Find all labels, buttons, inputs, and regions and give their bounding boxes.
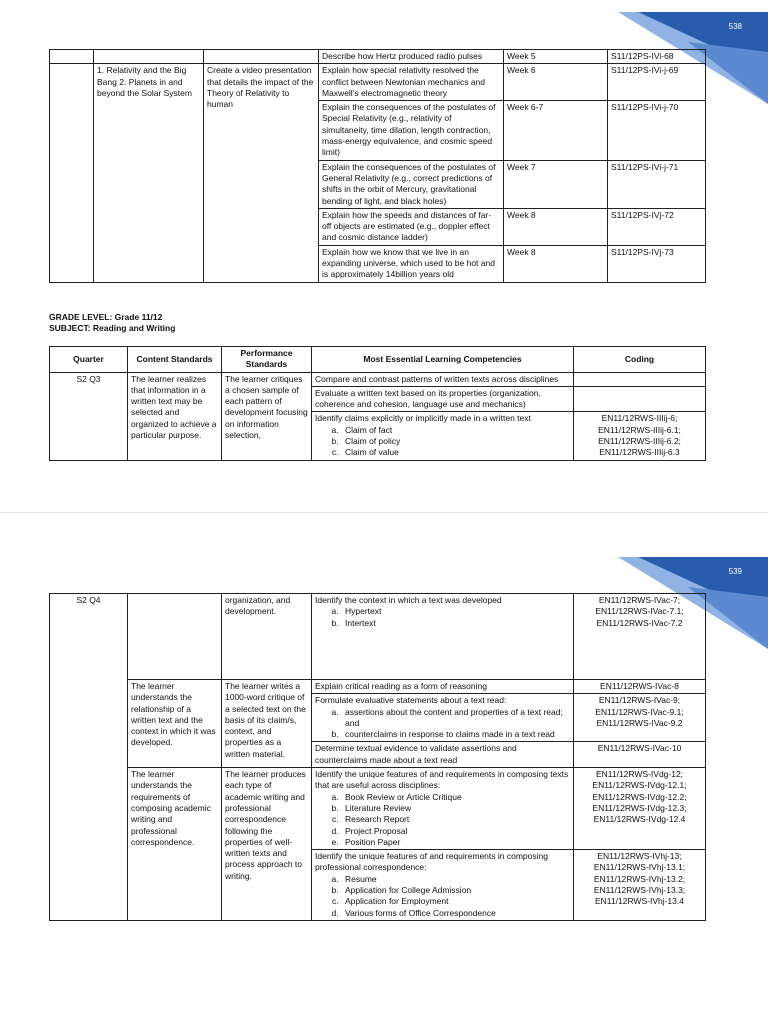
code-line: EN11/12RWS-IVac-7; xyxy=(598,595,681,605)
list-item: c. Claim of value xyxy=(341,447,570,458)
code-line: EN11/12RWS-IIIij-6.3 xyxy=(599,447,680,458)
code-cell: S11/12PS-IVi-68 xyxy=(608,50,706,64)
mlc-cell: Evaluate a written text based on its properties (organization, coherence and cohesion, language use and mechanics) xyxy=(312,386,574,412)
code-cell xyxy=(574,386,706,412)
content-cell: The learner understands the relationship of a written text and the context in which it was developed. xyxy=(128,680,222,768)
mlc-cell xyxy=(312,594,574,680)
content-cell: The learner understands the requirements of composing academic writing and professional correspondence. xyxy=(128,768,222,921)
content-cell: The learner realizes that information in a written text may be selected and organized to achieve a particular purpose. xyxy=(128,372,222,460)
mlc-cell: Explain how we know that we live in an expanding universe, which used to be hot and is approximately 14billion years old xyxy=(319,245,504,282)
code-line: EN11/12RWS-IVdg-12.3; xyxy=(592,802,687,813)
list-item: a. Hypertext xyxy=(341,606,570,617)
mlc-intro: Formulate evaluative statements about a text read: xyxy=(315,695,507,706)
list-item: d. Project Proposal xyxy=(341,826,570,837)
performance-cell: The learner produces each type of academic writing and professional correspondence following the properties of well-written texts and process approach to writing. xyxy=(222,768,312,921)
page-539 xyxy=(0,512,768,1025)
code-line: EN11/12RWS-IVhj-13.1; xyxy=(593,862,686,873)
mlc-cell xyxy=(312,850,574,921)
grade-level-heading: GRADE LEVEL: Grade 11/12 xyxy=(49,312,163,322)
mlc-cell: Explain how the speeds and distances of far-off objects are estimated (e.g., doppler effect and cosmic distance ladder) xyxy=(319,208,504,245)
reading-writing-table-q3 xyxy=(49,346,706,461)
week-cell: Week 6 xyxy=(504,64,608,101)
mlc-cell: Describe how Hertz produced radio pulses xyxy=(319,50,504,64)
table-row xyxy=(50,680,706,694)
quarter-cell xyxy=(50,50,94,64)
code-line: EN11/12RWS-IVdg-12.1; xyxy=(592,780,687,791)
list-item: a. Claim of fact xyxy=(341,425,570,436)
week-cell: Week 6-7 xyxy=(504,101,608,160)
list-item: a. Resume xyxy=(341,874,570,885)
code-cell: S11/12PS-IVj-73 xyxy=(608,245,706,282)
reading-writing-table-q4 xyxy=(49,593,706,921)
mlc-intro: Identify the unique features of and requirements in composing texts that are useful across disciplines: xyxy=(315,769,569,791)
context-list xyxy=(315,606,570,629)
code-line: EN11/12RWS-IIIij-6.2; xyxy=(598,436,681,447)
list-item: a. assertions about the content and properties of a text read; and xyxy=(341,707,570,730)
code-cell: S11/12PS-IVj-72 xyxy=(608,208,706,245)
quarter-cell: S2 Q4 xyxy=(50,594,128,921)
code-line: EN11/12RWS-IVac-9.2 xyxy=(596,717,683,728)
mlc-cell: Explain how special relativity resolved the conflict between Newtonian mechanics and Maxwell’s electromagnetic theory xyxy=(319,64,504,101)
mlc-cell: Explain the consequences of the postulates of General Relativity (e.g., correct predictions of shifts in the orbit of Mercury, gravitational bending of light, and black holes) xyxy=(319,160,504,208)
quarter-cell xyxy=(50,64,94,282)
code-cell xyxy=(574,850,706,921)
header-performance-standards: Performance Standards xyxy=(222,347,312,373)
code-cell xyxy=(574,694,706,742)
list-item: c. Application for Employment xyxy=(341,896,570,907)
code-cell: S11/12PS-IVi-j-71 xyxy=(608,160,706,208)
content-cell: 1. Relativity and the Big Bang 2. Planets in and beyond the Solar System xyxy=(94,64,204,282)
evaluative-list xyxy=(315,707,570,741)
mlc-cell: Explain critical reading as a form of reasoning xyxy=(312,680,574,694)
table-header-row xyxy=(50,347,706,373)
table-row xyxy=(50,372,706,386)
list-item: b. Application for College Admission xyxy=(341,885,570,896)
code-line: EN11/12RWS-IVhj-13; xyxy=(597,851,682,862)
header-mlc: Most Essential Learning Competencies xyxy=(312,347,574,373)
table-row xyxy=(50,64,706,101)
mlc-intro: Identify the unique features of and requirements in composing professional correspondence: xyxy=(315,851,548,873)
header-coding: Coding xyxy=(574,347,706,373)
code-line: EN11/12RWS-IVac-7.1; xyxy=(595,606,684,617)
performance-cell: The learner critiques a chosen sample of each pattern of development focusing on information selection, xyxy=(222,372,312,460)
list-item: b. counterclaims in response to claims made in a text read xyxy=(341,729,570,740)
header-quarter: Quarter xyxy=(50,347,128,373)
professional-correspondence-list xyxy=(315,874,570,919)
code-line: EN11/12RWS-IVhj-13.4 xyxy=(595,896,684,907)
mlc-intro: Identify claims explicitly or implicitly made in a written text xyxy=(315,413,531,424)
physics-table xyxy=(49,49,706,283)
mlc-cell: Compare and contrast patterns of written texts across disciplines xyxy=(312,372,574,386)
mlc-cell xyxy=(312,768,574,850)
table-row xyxy=(50,50,706,64)
mlc-cell: Explain the consequences of the postulates of Special Relativity (e.g., relativity of simultaneity, time dilation, length contraction, mass-energy equivalence, and cosmic speed limit) xyxy=(319,101,504,160)
subject-heading: SUBJECT: Reading and Writing xyxy=(49,323,176,333)
code-cell: S11/12PS-IVi-j-70 xyxy=(608,101,706,160)
code-line: EN11/12RWS-IVhj-13.2; xyxy=(593,873,686,884)
performance-cell: Create a video presentation that details the impact of the Theory of Relativity to human xyxy=(204,64,319,282)
mlc-cell xyxy=(312,412,574,460)
table-row xyxy=(50,768,706,850)
performance-cell xyxy=(204,50,319,64)
page-538 xyxy=(0,0,768,512)
list-item: e. Position Paper xyxy=(341,837,570,848)
list-item: a. Book Review or Article Critique xyxy=(341,792,570,803)
code-cell: S11/12PS-IVi-j-69 xyxy=(608,64,706,101)
content-cell xyxy=(128,594,222,680)
code-cell xyxy=(574,594,706,680)
table-row xyxy=(50,594,706,680)
page-number: 539 xyxy=(728,567,742,576)
code-cell xyxy=(574,412,706,460)
mlc-intro: Identify the context in which a text was developed xyxy=(315,595,502,605)
page-number: 538 xyxy=(728,22,742,31)
week-cell: Week 7 xyxy=(504,160,608,208)
code-cell xyxy=(574,372,706,386)
code-line: EN11/12RWS-IVac-7.2 xyxy=(596,617,683,628)
quarter-cell: S2 Q3 xyxy=(50,372,128,460)
code-line: EN11/12RWS-IVdg-12; xyxy=(595,769,684,780)
performance-cell: The learner writes a 1000-word critique of a selected text on the basis of its claim/s, context, and properties as a written material. xyxy=(222,680,312,768)
academic-writing-list xyxy=(315,792,570,848)
code-line: EN11/12RWS-IVac-9; xyxy=(598,695,681,706)
code-cell: EN11/12RWS-IVac-10 xyxy=(574,742,706,768)
week-cell: Week 8 xyxy=(504,245,608,282)
header-content-standards: Content Standards xyxy=(128,347,222,373)
content-cell xyxy=(94,50,204,64)
code-cell xyxy=(574,768,706,850)
code-line: EN11/12RWS-IVhj-13.3; xyxy=(593,885,686,896)
mlc-cell: Determine textual evidence to validate assertions and counterclaims made about a text read xyxy=(312,742,574,768)
list-item: d. Various forms of Office Correspondence xyxy=(341,908,570,919)
code-line: EN11/12RWS-IIIij-6; xyxy=(601,413,678,424)
code-cell: EN11/12RWS-IVac-8 xyxy=(574,680,706,694)
week-cell: Week 8 xyxy=(504,208,608,245)
code-line: EN11/12RWS-IVdg-12.2; xyxy=(592,791,687,802)
list-item: b. Intertext xyxy=(341,618,570,629)
code-line: EN11/12RWS-IVac-9.1; xyxy=(595,706,684,717)
week-cell: Week 5 xyxy=(504,50,608,64)
claims-list xyxy=(315,425,570,459)
performance-cell: organization, and development. xyxy=(222,594,312,680)
mlc-cell xyxy=(312,694,574,742)
list-item: c. Research Report xyxy=(341,814,570,825)
list-item: b. Claim of policy xyxy=(341,436,570,447)
code-line: EN11/12RWS-IIIij-6.1; xyxy=(598,424,681,435)
list-item: b. Literature Review xyxy=(341,803,570,814)
code-line: EN11/12RWS-IVdg-12.4 xyxy=(593,814,686,825)
